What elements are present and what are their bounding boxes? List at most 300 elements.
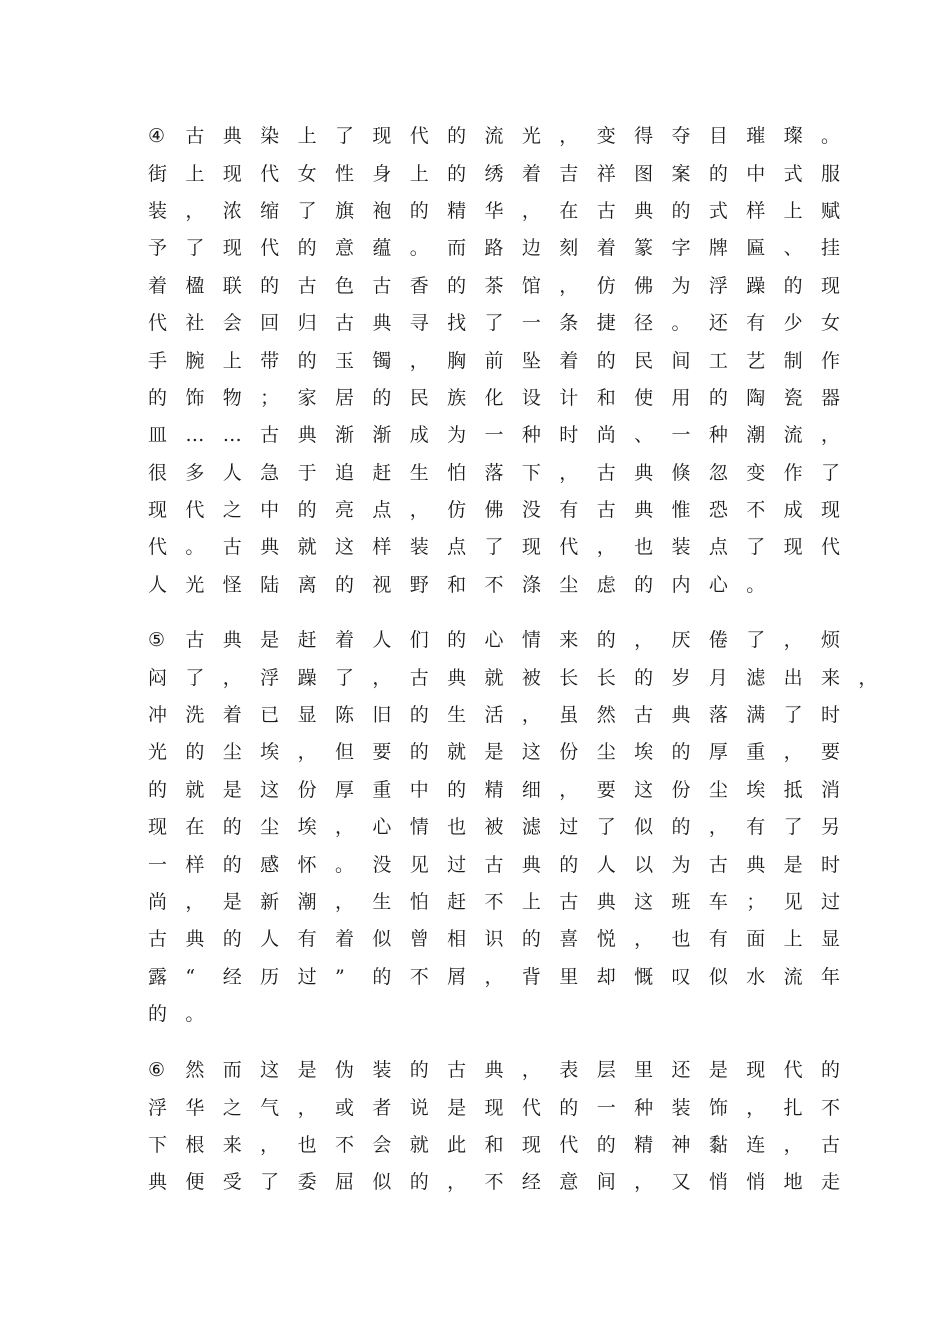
text-glyph: 的 bbox=[596, 1133, 616, 1156]
text-glyph: 视 bbox=[372, 573, 392, 596]
text-glyph: ， bbox=[858, 666, 878, 689]
text-glyph: 街 bbox=[148, 162, 168, 185]
text-glyph: 浮 bbox=[260, 666, 280, 689]
text-glyph: 浓 bbox=[222, 199, 242, 222]
text-glyph: 陈 bbox=[334, 703, 354, 726]
text-glyph: 悦 bbox=[596, 928, 616, 951]
text-glyph: 也 bbox=[297, 1133, 317, 1156]
text-glyph: 典 bbox=[746, 853, 766, 876]
text-line bbox=[148, 342, 858, 379]
text-glyph: 缩 bbox=[260, 199, 280, 222]
text-glyph: 份 bbox=[297, 778, 317, 801]
text-glyph: 样 bbox=[746, 199, 766, 222]
text-glyph: 的 bbox=[297, 237, 317, 260]
text-glyph: 装 bbox=[372, 1059, 392, 1082]
text-glyph: 埃 bbox=[260, 741, 280, 764]
text-glyph: 里 bbox=[559, 965, 579, 988]
text-glyph: 来 bbox=[559, 629, 579, 652]
text-glyph: 典 bbox=[260, 536, 280, 559]
text-glyph: ， bbox=[260, 1133, 280, 1156]
text-glyph: 见 bbox=[783, 890, 803, 913]
text-glyph: 浮 bbox=[148, 1096, 168, 1119]
text-glyph: 或 bbox=[334, 1096, 354, 1119]
text-glyph: 尘 bbox=[559, 573, 579, 596]
text-glyph: 这 bbox=[521, 741, 541, 764]
text-glyph: 上 bbox=[521, 890, 541, 913]
text-glyph: 变 bbox=[596, 125, 616, 148]
text-glyph: 车 bbox=[708, 890, 728, 913]
text-glyph: 仿 bbox=[596, 274, 616, 297]
text-glyph: 上 bbox=[783, 199, 803, 222]
text-glyph: 代 bbox=[821, 536, 841, 559]
text-glyph: 的 bbox=[447, 629, 467, 652]
text-glyph: ， bbox=[334, 816, 354, 839]
text-glyph: 叹 bbox=[671, 965, 691, 988]
text-glyph: 式 bbox=[783, 162, 803, 185]
text-glyph: 有 bbox=[297, 928, 317, 951]
text-glyph: 细 bbox=[521, 778, 541, 801]
text-line bbox=[148, 268, 858, 305]
text-glyph: 的 bbox=[596, 629, 616, 652]
text-glyph: 袍 bbox=[372, 199, 392, 222]
text-glyph: 的 bbox=[559, 1096, 579, 1119]
text-glyph: 制 bbox=[783, 349, 803, 372]
text-glyph: 心 bbox=[708, 573, 728, 596]
text-glyph: 字 bbox=[671, 237, 691, 260]
text-glyph: 有 bbox=[746, 816, 766, 839]
text-glyph: 躁 bbox=[297, 666, 317, 689]
text-glyph: 满 bbox=[746, 703, 766, 726]
text-glyph: 染 bbox=[260, 125, 280, 148]
text-glyph: 联 bbox=[222, 274, 242, 297]
text-glyph: 尚 bbox=[596, 424, 616, 447]
text-glyph: 篆 bbox=[634, 237, 654, 260]
text-glyph: 装 bbox=[148, 199, 168, 222]
text-line bbox=[148, 305, 858, 342]
text-glyph: 陶 bbox=[746, 386, 766, 409]
text-glyph: ， bbox=[521, 1059, 541, 1082]
text-glyph: 厌 bbox=[671, 629, 691, 652]
text-glyph: 绣 bbox=[484, 162, 504, 185]
text-glyph: 一 bbox=[596, 1096, 616, 1119]
text-glyph: ， bbox=[634, 928, 654, 951]
text-glyph: 滤 bbox=[521, 816, 541, 839]
text-glyph: 陆 bbox=[260, 573, 280, 596]
text-glyph: 屈 bbox=[334, 1171, 354, 1194]
text-glyph: 精 bbox=[634, 1133, 654, 1156]
text-glyph: 的 bbox=[783, 274, 803, 297]
text-glyph: 不 bbox=[821, 1096, 841, 1119]
text-glyph: 身 bbox=[372, 162, 392, 185]
text-line bbox=[148, 697, 896, 734]
text-glyph: 怕 bbox=[447, 461, 467, 484]
text-glyph: 典 bbox=[634, 461, 654, 484]
text-glyph: 在 bbox=[559, 199, 579, 222]
text-glyph: 然 bbox=[185, 1059, 205, 1082]
text-glyph: 长 bbox=[596, 666, 616, 689]
text-glyph: 时 bbox=[821, 703, 841, 726]
text-glyph: 挂 bbox=[821, 237, 841, 260]
text-glyph: 予 bbox=[148, 237, 168, 260]
text-glyph: 种 bbox=[708, 424, 728, 447]
text-glyph: 虑 bbox=[596, 573, 616, 596]
text-glyph: 烦 bbox=[821, 629, 841, 652]
text-glyph: 华 bbox=[185, 1096, 205, 1119]
text-glyph: ， bbox=[297, 1096, 317, 1119]
text-glyph: 了 bbox=[484, 536, 504, 559]
text-glyph: 背 bbox=[521, 965, 541, 988]
text-glyph: 层 bbox=[596, 1059, 616, 1082]
text-line bbox=[148, 734, 896, 771]
text-line bbox=[148, 567, 858, 604]
text-glyph: 的 bbox=[559, 853, 579, 876]
text-glyph: 华 bbox=[484, 199, 504, 222]
text-glyph: 是 bbox=[708, 1059, 728, 1082]
text-glyph: 古 bbox=[708, 853, 728, 876]
text-glyph: 月 bbox=[708, 666, 728, 689]
text-glyph: 的 bbox=[222, 816, 242, 839]
text-glyph: 的 bbox=[634, 573, 654, 596]
text-glyph: 要 bbox=[596, 778, 616, 801]
text-glyph: ， bbox=[409, 349, 429, 372]
text-glyph: 另 bbox=[821, 816, 841, 839]
text-glyph: 地 bbox=[783, 1171, 803, 1194]
text-glyph: 的 bbox=[148, 778, 168, 801]
text-glyph: 寻 bbox=[409, 312, 429, 335]
text-glyph: 。 bbox=[671, 312, 691, 335]
text-glyph: 曾 bbox=[409, 928, 429, 951]
text-glyph: 多 bbox=[185, 461, 205, 484]
text-glyph: 、 bbox=[634, 424, 654, 447]
text-glyph: ， bbox=[372, 666, 392, 689]
text-glyph: 是 bbox=[222, 778, 242, 801]
text-glyph: 尘 bbox=[222, 741, 242, 764]
text-glyph: 下 bbox=[148, 1133, 168, 1156]
text-glyph: 古 bbox=[372, 274, 392, 297]
text-glyph: 代 bbox=[783, 1059, 803, 1082]
text-glyph: 渐 bbox=[372, 424, 392, 447]
text-glyph: 手 bbox=[148, 349, 168, 372]
text-glyph: 上 bbox=[783, 928, 803, 951]
text-glyph: 了 bbox=[260, 1171, 280, 1194]
text-glyph: 现 bbox=[821, 499, 841, 522]
text-glyph: 和 bbox=[484, 1133, 504, 1156]
text-glyph: 是 bbox=[484, 741, 504, 764]
text-glyph: 而 bbox=[222, 1059, 242, 1082]
text-glyph: 赶 bbox=[447, 890, 467, 913]
text-glyph: 内 bbox=[671, 573, 691, 596]
text-glyph: 古 bbox=[821, 1133, 841, 1156]
text-glyph: 设 bbox=[521, 386, 541, 409]
text-glyph: 代 bbox=[148, 536, 168, 559]
text-glyph: 样 bbox=[185, 853, 205, 876]
text-glyph: 上 bbox=[185, 162, 205, 185]
text-glyph: 要 bbox=[821, 741, 841, 764]
text-glyph: 屑 bbox=[447, 965, 467, 988]
text-line bbox=[148, 1127, 858, 1164]
text-glyph: 气 bbox=[260, 1096, 280, 1119]
text-glyph: 馆 bbox=[521, 274, 541, 297]
text-glyph: 了 bbox=[185, 237, 205, 260]
text-glyph: 为 bbox=[447, 424, 467, 447]
paragraph-4 bbox=[148, 118, 858, 604]
text-glyph: 表 bbox=[559, 1059, 579, 1082]
text-glyph: 香 bbox=[409, 274, 429, 297]
text-glyph: 又 bbox=[671, 1171, 691, 1194]
text-glyph: 代 bbox=[148, 312, 168, 335]
text-glyph: 还 bbox=[708, 312, 728, 335]
text-glyph: 目 bbox=[708, 125, 728, 148]
text-glyph: 古 bbox=[222, 536, 242, 559]
text-glyph: 上 bbox=[297, 125, 317, 148]
text-line bbox=[148, 846, 896, 883]
text-glyph: 种 bbox=[634, 1096, 654, 1119]
text-glyph: 过 bbox=[447, 853, 467, 876]
text-glyph: 的 bbox=[409, 741, 429, 764]
text-glyph: 的 bbox=[447, 274, 467, 297]
text-glyph: 过 bbox=[821, 890, 841, 913]
text-glyph: ⑤ bbox=[148, 629, 166, 652]
text-glyph: 就 bbox=[297, 536, 317, 559]
text-glyph: 于 bbox=[297, 461, 317, 484]
text-glyph: 份 bbox=[559, 741, 579, 764]
text-glyph: 有 bbox=[559, 499, 579, 522]
text-glyph: 蕴 bbox=[372, 237, 392, 260]
text-glyph: 捷 bbox=[596, 312, 616, 335]
text-glyph: 埃 bbox=[634, 741, 654, 764]
text-glyph: 得 bbox=[634, 125, 654, 148]
text-glyph: 的 bbox=[447, 162, 467, 185]
text-glyph: 的 bbox=[148, 386, 168, 409]
text-glyph: ， bbox=[821, 424, 841, 447]
text-glyph: 古 bbox=[334, 312, 354, 335]
text-glyph: 了 bbox=[596, 816, 616, 839]
text-glyph: 赋 bbox=[821, 199, 841, 222]
text-glyph: 的 bbox=[447, 778, 467, 801]
text-glyph: 没 bbox=[521, 499, 541, 522]
text-glyph: 以 bbox=[634, 853, 654, 876]
text-glyph: 女 bbox=[821, 312, 841, 335]
text-glyph: 着 bbox=[334, 928, 354, 951]
text-glyph: 现 bbox=[821, 274, 841, 297]
text-glyph: 时 bbox=[821, 853, 841, 876]
text-glyph: 厚 bbox=[334, 778, 354, 801]
text-glyph: ， bbox=[634, 629, 654, 652]
text-glyph: 和 bbox=[447, 573, 467, 596]
text-glyph: 来 bbox=[222, 1133, 242, 1156]
text-glyph: 作 bbox=[821, 349, 841, 372]
text-glyph: 代 bbox=[260, 237, 280, 260]
text-glyph: 着 bbox=[334, 629, 354, 652]
text-glyph: 族 bbox=[447, 386, 467, 409]
text-glyph: 的 bbox=[372, 965, 392, 988]
text-glyph: 坠 bbox=[521, 349, 541, 372]
text-glyph: 艺 bbox=[746, 349, 766, 372]
text-glyph: ， bbox=[783, 741, 803, 764]
text-glyph: 感 bbox=[260, 853, 280, 876]
text-glyph: 典 bbox=[596, 890, 616, 913]
text-glyph: 了 bbox=[334, 666, 354, 689]
text-glyph: 佛 bbox=[484, 499, 504, 522]
text-line bbox=[148, 230, 858, 267]
text-glyph: 代 bbox=[409, 125, 429, 148]
text-glyph: ， bbox=[559, 125, 579, 148]
text-glyph: ， bbox=[559, 778, 579, 801]
text-glyph: 带 bbox=[260, 349, 280, 372]
text-glyph: 刻 bbox=[559, 237, 579, 260]
text-glyph: 了 bbox=[783, 816, 803, 839]
text-glyph: 喜 bbox=[559, 928, 579, 951]
text-glyph: 上 bbox=[409, 162, 429, 185]
text-glyph: 忽 bbox=[708, 461, 728, 484]
text-glyph: 的 bbox=[297, 349, 317, 372]
text-glyph: 生 bbox=[447, 703, 467, 726]
text-glyph: 涤 bbox=[521, 573, 541, 596]
text-line bbox=[148, 492, 858, 529]
text-glyph: 经 bbox=[222, 965, 242, 988]
text-glyph: 似 bbox=[708, 965, 728, 988]
text-glyph: 就 bbox=[484, 666, 504, 689]
text-glyph: ， bbox=[521, 703, 541, 726]
text-glyph: 仿 bbox=[447, 499, 467, 522]
text-glyph: 的 bbox=[671, 741, 691, 764]
text-glyph: 现 bbox=[783, 536, 803, 559]
text-glyph: 中 bbox=[409, 778, 429, 801]
text-glyph: 班 bbox=[671, 890, 691, 913]
text-glyph: 的 bbox=[409, 199, 429, 222]
text-glyph: 倏 bbox=[671, 461, 691, 484]
text-glyph: 物 bbox=[222, 386, 242, 409]
text-glyph: 了 bbox=[746, 536, 766, 559]
text-glyph: 。 bbox=[185, 536, 205, 559]
text-glyph: 的 bbox=[708, 386, 728, 409]
text-glyph: 间 bbox=[671, 349, 691, 372]
text-glyph: 玉 bbox=[334, 349, 354, 372]
text-glyph: 找 bbox=[447, 312, 467, 335]
text-glyph: 似 bbox=[372, 1171, 392, 1194]
text-glyph: ， bbox=[521, 199, 541, 222]
text-line bbox=[148, 921, 896, 958]
text-glyph: 性 bbox=[334, 162, 354, 185]
text-glyph: 着 bbox=[148, 274, 168, 297]
text-glyph: 典 bbox=[372, 312, 392, 335]
text-glyph: 饰 bbox=[708, 1096, 728, 1119]
text-glyph: 人 bbox=[222, 461, 242, 484]
text-glyph: … bbox=[185, 424, 205, 447]
text-glyph: 是 bbox=[297, 1059, 317, 1082]
text-glyph: 典 bbox=[222, 629, 242, 652]
text-glyph: 伪 bbox=[334, 1059, 354, 1082]
text-glyph: 少 bbox=[783, 312, 803, 335]
text-line bbox=[148, 529, 858, 566]
text-glyph: 会 bbox=[372, 1133, 392, 1156]
text-glyph: 古 bbox=[559, 890, 579, 913]
text-glyph: 古 bbox=[596, 499, 616, 522]
paragraph-6 bbox=[148, 1052, 858, 1202]
text-glyph: 被 bbox=[521, 666, 541, 689]
text-glyph: 案 bbox=[671, 162, 691, 185]
text-glyph: 装 bbox=[671, 1096, 691, 1119]
text-glyph: 古 bbox=[634, 703, 654, 726]
text-glyph: 种 bbox=[521, 424, 541, 447]
text-glyph: “ bbox=[185, 965, 196, 988]
paragraph-5 bbox=[148, 622, 896, 1033]
text-glyph: 社 bbox=[185, 312, 205, 335]
text-glyph: 黏 bbox=[708, 1133, 728, 1156]
text-glyph: 现 bbox=[222, 162, 242, 185]
text-glyph: 急 bbox=[260, 461, 280, 484]
text-glyph: 的 bbox=[708, 162, 728, 185]
text-glyph: ④ bbox=[148, 125, 166, 148]
text-glyph: 为 bbox=[671, 853, 691, 876]
text-glyph: 闷 bbox=[148, 666, 168, 689]
text-glyph: 的 bbox=[521, 928, 541, 951]
text-glyph: 重 bbox=[746, 741, 766, 764]
text-glyph: 流 bbox=[484, 125, 504, 148]
text-glyph: 怪 bbox=[222, 573, 242, 596]
text-glyph: 滤 bbox=[746, 666, 766, 689]
text-glyph: 图 bbox=[634, 162, 654, 185]
text-glyph: ， bbox=[634, 1171, 654, 1194]
text-glyph: 佛 bbox=[634, 274, 654, 297]
text-glyph: 面 bbox=[746, 928, 766, 951]
text-glyph: 回 bbox=[260, 312, 280, 335]
text-line bbox=[148, 622, 896, 659]
text-glyph: 潮 bbox=[297, 890, 317, 913]
text-glyph: 古 bbox=[185, 125, 205, 148]
text-line bbox=[148, 193, 858, 230]
text-glyph: 化 bbox=[484, 386, 504, 409]
text-glyph: 赶 bbox=[372, 461, 392, 484]
text-glyph: 心 bbox=[372, 816, 392, 839]
text-glyph: 居 bbox=[334, 386, 354, 409]
text-glyph: 亮 bbox=[334, 499, 354, 522]
text-glyph: 似 bbox=[634, 816, 654, 839]
text-glyph: 的 bbox=[297, 499, 317, 522]
text-glyph: 女 bbox=[297, 162, 317, 185]
text-glyph: 心 bbox=[484, 629, 504, 652]
text-glyph: 和 bbox=[596, 386, 616, 409]
text-glyph: 生 bbox=[372, 890, 392, 913]
text-glyph: 这 bbox=[634, 890, 654, 913]
text-glyph: 连 bbox=[746, 1133, 766, 1156]
text-glyph: 璨 bbox=[783, 125, 803, 148]
text-glyph: 。 bbox=[185, 1003, 205, 1026]
text-glyph: 消 bbox=[821, 778, 841, 801]
text-glyph: 精 bbox=[484, 778, 504, 801]
text-glyph: 历 bbox=[260, 965, 280, 988]
text-glyph: 古 bbox=[148, 928, 168, 951]
text-glyph: 的 bbox=[671, 199, 691, 222]
text-glyph: 浮 bbox=[708, 274, 728, 297]
text-glyph: 时 bbox=[559, 424, 579, 447]
text-glyph: 古 bbox=[596, 461, 616, 484]
text-glyph: 的 bbox=[409, 703, 429, 726]
text-glyph: 恐 bbox=[708, 499, 728, 522]
text-glyph: 现 bbox=[148, 499, 168, 522]
text-glyph: 代 bbox=[260, 162, 280, 185]
text-glyph: 而 bbox=[447, 237, 467, 260]
text-glyph: 不 bbox=[484, 890, 504, 913]
text-glyph: 的 bbox=[372, 386, 392, 409]
text-glyph: 这 bbox=[334, 536, 354, 559]
text-glyph: 的 bbox=[821, 1059, 841, 1082]
text-glyph: 装 bbox=[671, 536, 691, 559]
text-glyph: 也 bbox=[634, 536, 654, 559]
text-glyph: 倦 bbox=[708, 629, 728, 652]
text-glyph: 典 bbox=[671, 703, 691, 726]
text-glyph: 一 bbox=[148, 853, 168, 876]
